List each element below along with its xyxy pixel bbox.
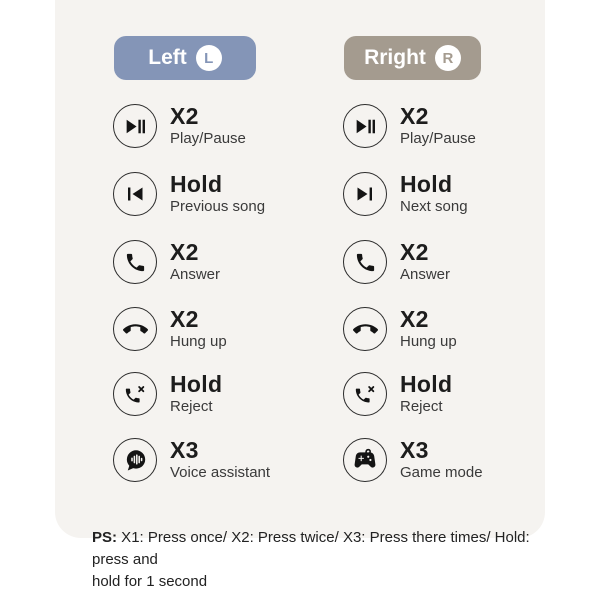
- footnote-line1: X1: Press once/ X2: Press twice/ X3: Press there times/ Hold: press and: [92, 529, 530, 568]
- footnote: [92, 527, 532, 593]
- control-row: [343, 372, 452, 416]
- control-row: [113, 372, 222, 416]
- function-label: Play/Pause: [400, 130, 476, 148]
- control-row-text: [400, 240, 450, 284]
- gesture-label: Hold: [400, 371, 453, 398]
- control-row: [113, 104, 246, 148]
- gesture-label: X2: [400, 103, 429, 130]
- gesture-label: X2: [170, 103, 199, 130]
- control-row: [113, 172, 265, 216]
- footnote-prefix: PS:: [92, 529, 118, 546]
- function-label: Reject: [170, 398, 213, 416]
- gesture-label: X3: [170, 437, 199, 464]
- skip-next-icon: [343, 172, 387, 216]
- gesture-label: X3: [400, 437, 429, 464]
- right-header-label: Rright: [364, 46, 426, 69]
- left-header-label: Left: [148, 46, 187, 69]
- phone-answer-icon: [113, 240, 157, 284]
- control-row: [113, 307, 227, 351]
- control-row-text: [400, 172, 468, 216]
- left-letter: L: [204, 49, 214, 67]
- left-earbud-header: [114, 36, 256, 80]
- gesture-label: X2: [170, 306, 199, 333]
- right-letter: R: [442, 49, 454, 67]
- right-letter-badge: [435, 45, 461, 71]
- phone-hangup-icon: [113, 307, 157, 351]
- gesture-label: X2: [400, 306, 429, 333]
- control-row: [113, 240, 220, 284]
- control-row: [343, 438, 483, 482]
- right-earbud-header: [344, 36, 481, 80]
- control-row-text: [170, 104, 246, 148]
- function-label: Answer: [170, 266, 221, 284]
- function-label: Game mode: [400, 464, 483, 482]
- phone-hangup-icon: [343, 307, 387, 351]
- left-letter-badge: [196, 45, 222, 71]
- control-row: [343, 307, 457, 351]
- gesture-label: Hold: [170, 171, 223, 198]
- control-row-text: [170, 240, 220, 284]
- skip-previous-icon: [113, 172, 157, 216]
- footnote-line2: hold for 1 second: [92, 573, 208, 590]
- function-label: Answer: [400, 266, 451, 284]
- function-label: Hung up: [170, 333, 227, 351]
- control-row-text: [170, 372, 222, 416]
- control-row-text: [400, 438, 483, 482]
- function-label: Previous song: [170, 198, 266, 216]
- control-row-text: [400, 104, 476, 148]
- gesture-label: X2: [400, 239, 429, 266]
- control-row-text: [170, 438, 270, 482]
- control-row: [113, 438, 270, 482]
- control-row: [343, 104, 476, 148]
- control-row-text: [170, 307, 227, 351]
- function-label: Reject: [400, 398, 443, 416]
- gesture-label: Hold: [170, 371, 223, 398]
- gesture-label: Hold: [400, 171, 453, 198]
- function-label: Hung up: [400, 333, 457, 351]
- control-row: [343, 240, 450, 284]
- control-row-text: [400, 307, 457, 351]
- function-label: Play/Pause: [170, 130, 246, 148]
- phone-reject-icon: [343, 372, 387, 416]
- gesture-label: X2: [170, 239, 199, 266]
- play-pause-icon: [113, 104, 157, 148]
- function-label: Voice assistant: [170, 464, 271, 482]
- phone-reject-icon: [113, 372, 157, 416]
- control-row-text: [400, 372, 452, 416]
- control-row-text: [170, 172, 265, 216]
- function-label: Next song: [400, 198, 468, 216]
- gamepad-icon: [343, 438, 387, 482]
- voice-assistant-icon: [113, 438, 157, 482]
- play-pause-icon: [343, 104, 387, 148]
- phone-answer-icon: [343, 240, 387, 284]
- control-row: [343, 172, 468, 216]
